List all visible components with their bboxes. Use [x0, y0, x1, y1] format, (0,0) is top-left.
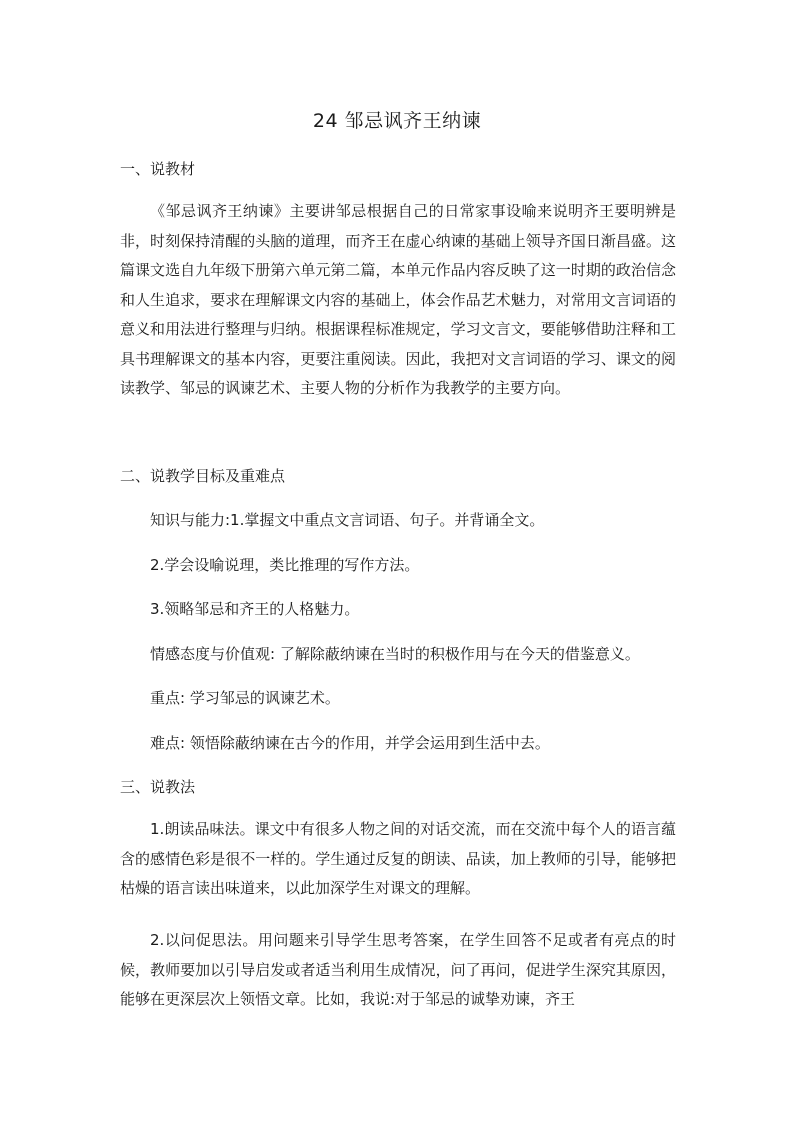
objective-method: 2.学会设喻说理，类比推理的写作方法。	[150, 556, 420, 574]
section-heading-2: 二、说教学目标及重难点	[120, 467, 286, 485]
method-reading-paragraph: 1.朗读品味法。课文中有很多人物之间的对话交流，而在交流中每个人的语言蕴含的感情色彩是很不一样的。学生通过反复的朗读、品读，加上教师的引导，能够把枯燥的语言读出味道来，以此加深学生对课文的理解。	[120, 820, 676, 897]
difficult-point: 难点: 领悟除蔽纳谏在古今的作用，并学会运用到生活中去。	[150, 734, 550, 752]
section-1-paragraph: 《邹忌讽齐王纳谏》主要讲邹忌根据自己的日常家事设喻来说明齐王要明辨是非，时刻保持清醒的头脑的道理，而齐王在虚心纳谏的基础上领导齐国日渐昌盛。这篇课文选自九年级下册第六单元第二篇，本单元作品内容反映了这一时期的政治信念和人生追求，要求在理解课文内容的基础上，体会作品艺术魅力，对常用文言词语的意义和用法进行整理与归纳。根据课程标准规定，学习文言文，要能够借助注释和工具书理解课文的基本内容，更要注重阅读。因此，我把对文言词语的学习、课文的阅读教学、邹忌的讽谏艺术、主要人物的分析作为我教学的主要方向。	[120, 202, 676, 397]
method-questioning-paragraph: 2.以问促思法。用问题来引导学生思考答案，在学生回答不足或者有亮点的时候，教师要加以引导启发或者适当利用生成情况，问了再问，促进学生深究其原因，能够在更深层次上领悟文章。比如，我说:对于邹忌的诚挚劝谏，齐王	[120, 931, 676, 1008]
objective-knowledge: 知识与能力:1.掌握文中重点文言词语、句子。并背诵全文。	[150, 511, 545, 529]
key-point: 重点: 学习邹忌的讽谏艺术。	[150, 689, 340, 707]
objective-character: 3.领略邹忌和齐王的人格魅力。	[150, 600, 360, 618]
document-title: 24 邹忌讽齐王纳谏	[312, 110, 482, 132]
section-heading-3: 三、说教法	[120, 778, 196, 796]
objective-emotion: 情感态度与价值观: 了解除蔽纳谏在当时的积极作用与在今天的借鉴意义。	[150, 645, 640, 663]
section-heading-1: 一、说教材	[120, 160, 196, 178]
